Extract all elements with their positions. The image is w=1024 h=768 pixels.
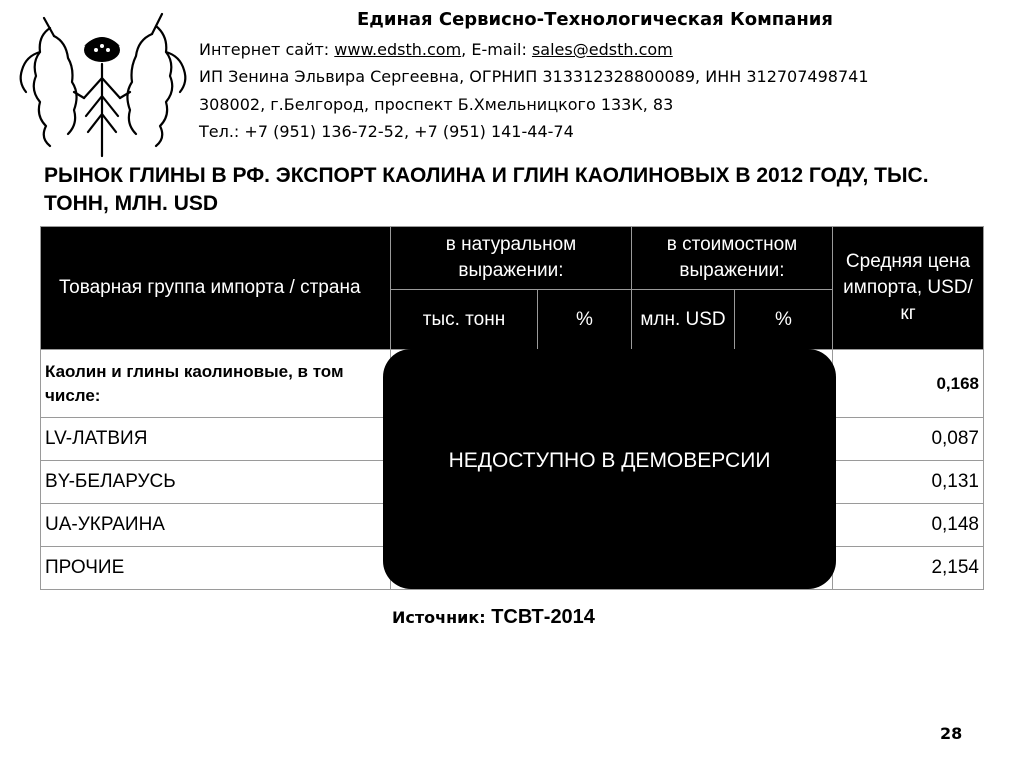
header-natural: в натуральном выражении: (391, 227, 632, 290)
demo-overlay (383, 349, 836, 589)
company-name: Единая Сервисно-Технологическая Компания (357, 9, 833, 30)
row-price: 0,148 (833, 504, 984, 547)
row-price: 0,131 (833, 461, 984, 504)
row-price: 0,087 (833, 418, 984, 461)
row-name: BY-БЕЛАРУСЬ (41, 461, 391, 504)
row-price: 2,154 (833, 547, 984, 590)
row-name: LV-ЛАТВИЯ (41, 418, 391, 461)
header-group: Товарная группа импорта / страна (41, 227, 391, 350)
header-thous-tons: тыс. тонн (391, 290, 538, 350)
header-avg-price: Средняя цена импорта, USD/кг (833, 227, 984, 350)
phone-line: Тел.: +7 (951) 136-72-52, +7 (951) 141-44-74 (199, 122, 574, 141)
row-name: Каолин и глины каолиновые, в том числе: (41, 350, 391, 418)
company-logo (14, 6, 190, 158)
source-note (392, 606, 595, 629)
page-title: РЫНОК ГЛИНЫ В РФ. ЭКСПОРТ КАОЛИНА И ГЛИН КАОЛИНОВЫХ В 2012 ГОДУ, ТЫС. ТОНН, МЛН. USD (44, 164, 929, 215)
header-pct-natural: % (538, 290, 632, 350)
email-link[interactable]: sales@edsth.com (531, 40, 673, 59)
source-value: ТСВТ-2014 (491, 606, 595, 628)
header-value: в стоимостном выражении: (632, 227, 833, 290)
overlay-text: НЕДОСТУПНО В ДЕМОВЕРСИИ (448, 449, 771, 472)
row-price: 0,168 (833, 350, 984, 418)
row-name: ПРОЧИЕ (41, 547, 391, 590)
row-name: UA-УКРАИНА (41, 504, 391, 547)
header-pct-value: % (735, 290, 833, 350)
header-mln-usd: млн. USD (632, 290, 735, 350)
page-number: 28 (940, 724, 963, 743)
email-label: , E-mail: (461, 40, 532, 59)
owner-line: ИП Зенина Эльвира Сергеевна, ОГРНИП 313312328800089, ИНН 312707498741 (199, 67, 869, 86)
site-label: Интернет сайт: (199, 40, 335, 59)
address-line: 308002, г.Белгород, проспект Б.Хмельницкого 133К, 83 (199, 95, 674, 114)
contact-line (199, 40, 673, 59)
website-link[interactable]: www.edsth.com (334, 40, 462, 59)
source-label: Источник: (392, 608, 492, 627)
